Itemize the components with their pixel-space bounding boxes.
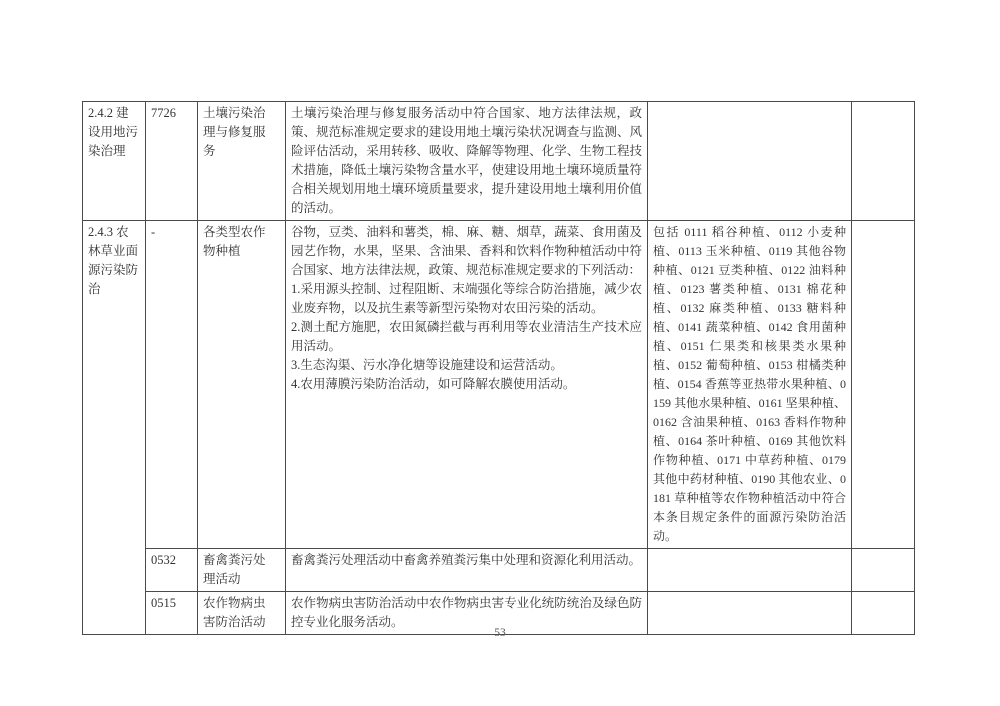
- cell-note-242: [852, 102, 915, 221]
- cell-code-0532: 0532: [146, 549, 198, 592]
- description-item-2: 2.测土配方施肥，农田氮磷拦截与再利用等农业清洁生产技术应用活动。: [291, 320, 642, 353]
- cell-explanation-242: [648, 102, 852, 221]
- cell-description-0532: 畜禽粪污处理活动中畜禽养殖粪污集中处理和资源化利用活动。: [286, 549, 648, 592]
- cell-description-0515: 农作物病虫害防治活动中农作物病虫害专业化统防统治及绿色防控专业化服务活动。: [286, 592, 648, 635]
- table-row-0532: [83, 549, 915, 592]
- description-item-3: 3.生态沟渠、污水净化塘等设施建设和运营活动。: [291, 358, 563, 372]
- cell-name-0515: 农作物病虫害防治活动: [198, 592, 286, 635]
- cell-name-242: 土壤污染治理与修复服务: [198, 102, 286, 221]
- cell-description-242: 土壤污染治理与修复服务活动中符合国家、地方法律法规，政策、规范标准规定要求的建设用地土壤污染状况调查与监测、风险评估活动，采用转移、吸收、降解等物理、化学、生物工程技术措施，降低土壤污染物含量水平，使建设用地土壤环境质量符合相关规划用地土壤环境质量要求，提升建设用地土壤利用价值的活动。: [286, 102, 648, 221]
- cell-entry-243: 2.4.3 农林草业面源污染防治: [83, 221, 146, 635]
- cell-explanation-0532: [648, 549, 852, 592]
- description-item-1: 1.采用源头控制、过程阻断、末端强化等综合防治措施，减少农业废弃物，以及抗生素等新型污染物对农田污染的活动。: [291, 282, 642, 315]
- cell-code-0515: 0515: [146, 592, 198, 635]
- cell-explanation-243: 包括 0111 稻谷种植、0112 小麦种植、0113 玉米种植、0119 其他谷物种植、0121 豆类种植、0122 油料种植、0123 薯类种植、0131 棉花种植、0132 麻类种植、0133 糖料种植、0141 蔬菜种植、0142 食用菌种植、0151 仁果类和核果类水果种植、0152 葡萄种植、0153 柑橘类种植、0154 香蕉等亚热带水果种植、0159 其他水果种植、0161 坚果种植、0162 含油果种植、0163 香料作物种植、0164 茶叶种植、0169 其他饮料作物种植、0171 中草药种植、0179 其他中药材种植、0190 其他农业、0181 草种植等农作物种植活动中符合本条目规定条件的面源污染防治活动。: [648, 221, 852, 549]
- cell-note-243: [852, 221, 915, 549]
- cell-code-242: 7726: [146, 102, 198, 221]
- cell-note-0532: [852, 549, 915, 592]
- cell-name-0532: 畜禽粪污处理活动: [198, 549, 286, 592]
- cell-entry-242: 2.4.2 建设用地污染治理: [83, 102, 146, 221]
- cell-code-243: -: [146, 221, 198, 549]
- description-intro: 谷物，豆类、油料和薯类，棉、麻、糖、烟草，蔬菜、食用菌及园艺作物，水果，坚果、含油果、香料和饮料作物种植活动中符合国家、地方法律法规，政策、规范标准规定要求的下列活动：: [291, 225, 642, 277]
- table-row-243: [83, 221, 915, 549]
- cell-description-243: [286, 221, 648, 549]
- page-number: 53: [494, 627, 506, 639]
- classification-table: [82, 101, 915, 635]
- table-row-242: [83, 102, 915, 221]
- cell-name-243: 各类型农作物种植: [198, 221, 286, 549]
- description-item-4: 4.农用薄膜污染防治活动，如可降解农膜使用活动。: [291, 377, 576, 391]
